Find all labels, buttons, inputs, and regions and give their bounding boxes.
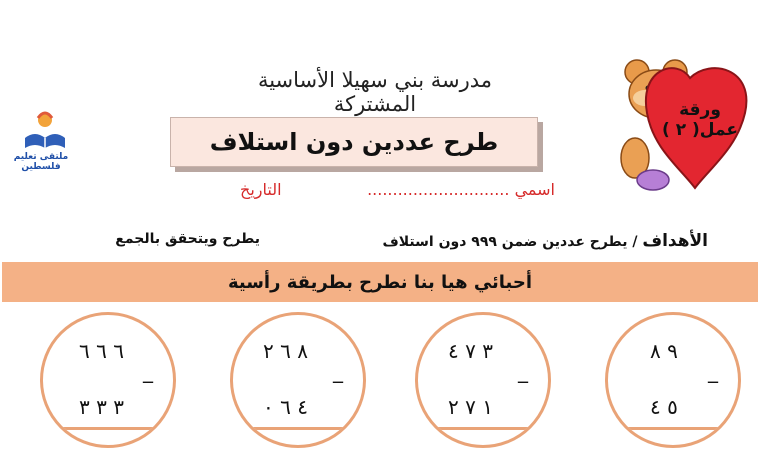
school-logo: [20, 110, 70, 154]
problem-2-top: ٨ ٦ ٢: [263, 339, 308, 363]
school-name: مدرسة بني سهيلا الأساسية المشتركة: [257, 68, 493, 116]
problem-circle-3: [415, 312, 551, 448]
badge-line-2: عمل( ٢ ): [662, 120, 738, 140]
problem-1-bottom: ٣ ٣ ٣: [79, 395, 124, 419]
goal-1: / يطرح عددين ضمن ٩٩٩ دون استلاف: [382, 234, 643, 250]
problem-circle-2: [230, 312, 366, 448]
goal-2: يطرح ويتحقق بالجمع: [115, 231, 260, 247]
worksheet-title-box: [170, 117, 538, 167]
badge-line-1: ورقة: [679, 100, 721, 120]
problem-3-minus: _: [518, 359, 528, 383]
problem-1-top: ٦ ٦ ٦: [79, 339, 124, 363]
problem-3-bottom: ١ ٧ ٢: [448, 395, 493, 419]
banner-text: أحبائي هيا بنا نطرح بطريقة رأسية: [227, 271, 533, 293]
worksheet-badge: [655, 100, 745, 140]
name-label: اسمي: [514, 180, 555, 199]
problem-2-bottom: ٤ ٦ ٠: [263, 395, 308, 419]
problem-4-minus: _: [708, 359, 718, 383]
goals-line: [370, 231, 708, 251]
name-field[interactable]: [367, 180, 555, 199]
open-book-icon: [20, 110, 70, 154]
answer-line: [418, 427, 548, 430]
goals-heading: الأهداف: [642, 231, 708, 251]
answer-line: [43, 427, 173, 430]
name-blank: ............................: [367, 180, 510, 199]
instruction-banner: [2, 262, 758, 302]
date-label: التاريخ: [240, 180, 282, 199]
problem-3-top: ٣ ٧ ٤: [448, 339, 493, 363]
worksheet-title: طرح عددين دون استلاف: [209, 128, 499, 156]
problem-1-minus: _: [143, 359, 153, 383]
logo-caption: ملتقى تعليم فلسطين: [13, 152, 69, 172]
answer-line: [233, 427, 363, 430]
problem-2-minus: _: [333, 359, 343, 383]
problem-4-bottom: ٥ ٤: [650, 395, 678, 419]
problem-4-top: ٩ ٨: [650, 339, 678, 363]
answer-line: [608, 427, 738, 430]
problem-circle-4: [605, 312, 741, 448]
problem-circle-1: [40, 312, 176, 448]
